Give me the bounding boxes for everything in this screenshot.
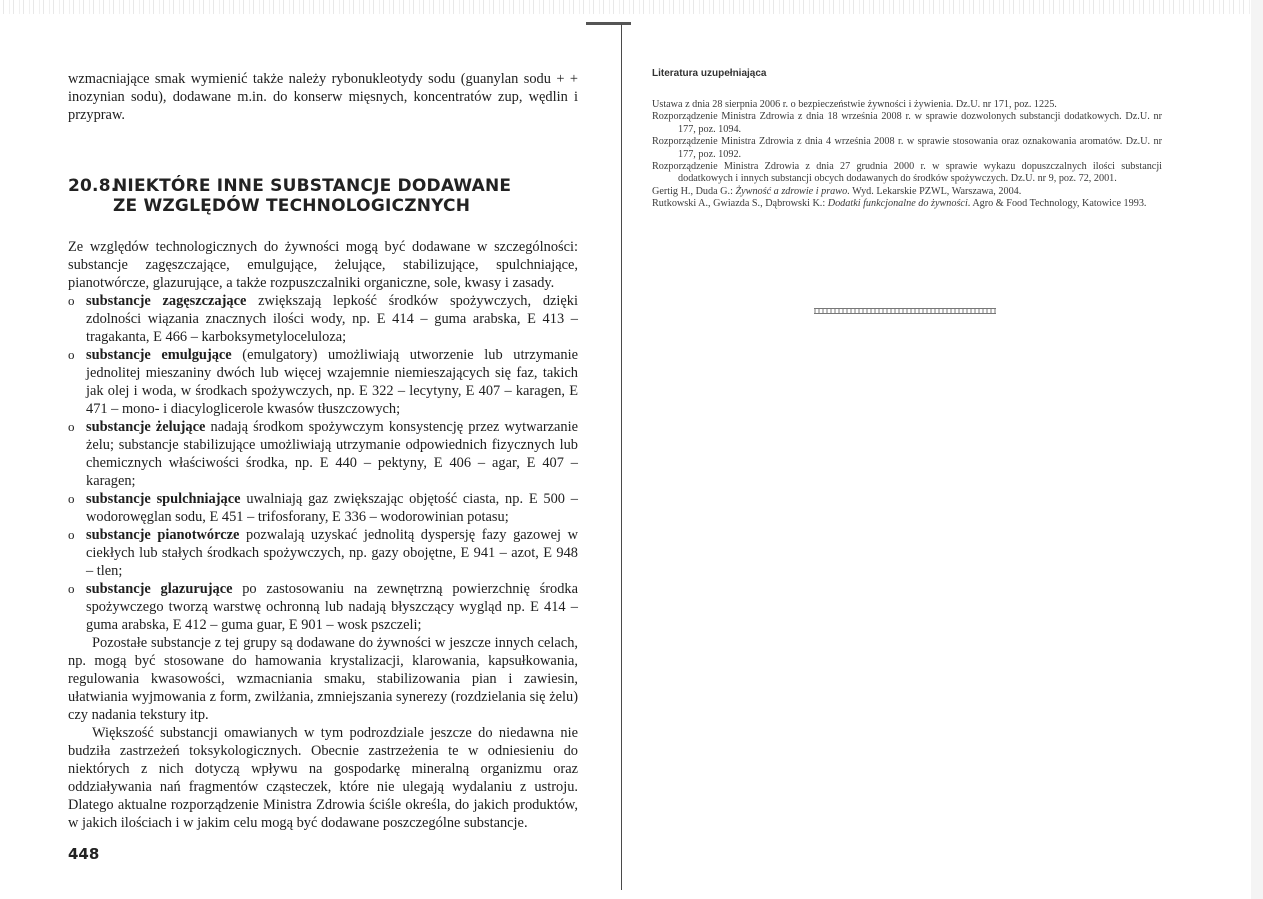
section-title-line2: ZE WZGLĘDÓW TECHNOLOGICZNYCH (113, 196, 471, 216)
bullet-icon: o (68, 491, 75, 506)
reference-text: Rutkowski A., Gwiazda S., Dąbrowski K.: (652, 198, 828, 210)
list-item (68, 292, 578, 346)
page-number: 448 (68, 845, 100, 863)
page-gutter-line (621, 24, 622, 890)
bullet-icon: o (68, 347, 75, 362)
right-page (652, 68, 1162, 211)
reference-item (652, 111, 1162, 136)
reference-text: Rozporządzenie Ministra Zdrowia z dnia 27 grudnia 2000 r. w sprawie wykazu dopuszczalnych ilości substancji dodatkowych i innych substancji obcych dodawanych do środków spożywczych. Dz.U. nr 9, poz. 72, 2001. (652, 161, 1162, 185)
list-item (68, 526, 578, 580)
bullet-icon: o (68, 581, 75, 596)
reference-item (652, 198, 1162, 210)
reference-tail: . Agro & Food Technology, Katowice 1993. (967, 198, 1147, 210)
bullet-icon: o (68, 293, 75, 308)
list-item (68, 490, 578, 526)
paragraph-toxicology: Większość substancji omawianych w tym podrozdziale jeszcze do niedawna nie budziła zastrzeżeń toksykologicznych. Obecnie zastrzeżenia te w odniesieniu do niektórych z nich dotyczą wpływu na gospodarkę mineralną organizmu oraz oddziaływania nań fragmentów cząsteczek, które nie ulegają wydalaniu z ustroju. Dlatego aktualne rozporządzenie Ministra Zdrowia ściśle określa, do jakich produktów, w jakich ilościach i w jakim celu mogą być dodawane poszczególne substancje. (68, 725, 578, 831)
section-heading (68, 176, 578, 216)
reference-text: Ustawa z dnia 28 sierpnia 2006 r. o bezpieczeństwie żywności i żywienia. Dz.U. nr 171, poz. 1225. (652, 99, 1057, 110)
lead-paragraph: Ze względów technologicznych do żywności mogą być dodawane w szczególności: substancje zagęszczające, emulgujące, żelujące, stabilizujące, spulchniające, pianotwórcze, glazurujące, a także rozpuszczalniki organiczne, sole, kwasy i zasady. (68, 239, 578, 291)
reference-title: Dodatki funkcjonalne do żywności (827, 198, 968, 210)
bullet-icon: o (68, 527, 75, 542)
list-item (68, 346, 578, 418)
list-item (68, 418, 578, 490)
literature-heading: Literatura uzupełniająca (652, 68, 767, 79)
item-text: uwalniają gaz zwiększając objętość ciasta, np. E 500 – wodorowęglan sodu, E 451 – trifosforany, E 336 – wodorowinian potasu; (86, 491, 579, 525)
list-item (68, 580, 578, 634)
scan-top-edge (0, 0, 1263, 14)
reference-item (652, 161, 1162, 186)
item-term: substancje glazurujące (86, 581, 233, 597)
item-text: nadają środkom spożywczym konsystencję przez wytwarzanie żelu; substancje stabilizujące umożliwiają utrzymanie odpowiednich fizycznych lub chemicznych właściwości środka, np. E 440 – pektyny, E 406 – agar, E 407 – karagen; (86, 419, 578, 489)
paragraph-other-uses: Pozostałe substancje z tej grupy są dodawane do żywności w jeszcze innych celach, np. mogą być stosowane do hamowania krystalizacji, klarowania, kapsułkowania, regulowania kwasowości, wzmacniania smaku, stabilizowania pian i zawiesin, ułatwiania wyjmowania z form, zwilżania, zmniejszania synerezy (rozdzielania się żelu) czy nadania tekstury itp. (68, 635, 578, 723)
bullet-icon: o (68, 419, 75, 434)
chapter-end-rule (814, 308, 996, 314)
reference-item (652, 186, 1162, 198)
scan-right-edge (1251, 0, 1263, 899)
reference-text: Gertig H., Duda G.: (652, 185, 736, 197)
item-term: substancje zagęszczające (86, 293, 247, 309)
gutter-top-mark (586, 22, 631, 25)
left-page (68, 70, 578, 832)
item-term: substancje żelujące (86, 419, 206, 435)
item-text: po zastosowaniu na zewnętrzną powierzchnię środka spożywczego tworzą warstwę ochronną lub nadają błyszczący wygląd np. E 414 – guma arabska, E 412 – guma guar, E 901 – wosk pszczeli; (86, 581, 578, 633)
reference-text: Rozporządzenie Ministra Zdrowia z dnia 4 września 2008 r. w sprawie stosowania oraz oznakowania aromatów. Dz.U. nr 177, poz. 1092. (652, 136, 1162, 160)
item-term: substancje pianotwórcze (86, 527, 240, 543)
item-term: substancje spulchniające (86, 491, 241, 507)
reference-item (652, 99, 1162, 111)
item-text: zwiększają lepkość środków spożywczych, dzięki zdolności wiązania znacznych ilości wody, np. E 414 – guma arabska, E 413 – tragakanta, E 466 – karboksymetyloceluloza; (86, 293, 578, 345)
item-term: substancje emulgujące (86, 347, 232, 363)
section-number: 20.8. (68, 176, 118, 196)
reference-tail: . Wyd. Lekarskie PZWL, Warszawa, 2004. (847, 185, 1022, 197)
reference-item (652, 136, 1162, 161)
reference-list (652, 99, 1162, 211)
section-title-line1: NIEKTÓRE INNE SUBSTANCJE DODAWANE (113, 176, 512, 196)
reference-text: Rozporządzenie Ministra Zdrowia z dnia 18 września 2008 r. w sprawie dozwolonych substancji dodatkowych. Dz.U. nr 177, poz. 1094. (652, 111, 1162, 135)
substance-list (68, 292, 578, 634)
item-text: pozwalają uzyskać jednolitą dyspersję fazy gazowej w ciekłych lub stałych środkach spożywczych, np. gazy obojętne, E 941 – azot, E 948 – tlen; (86, 527, 578, 579)
intro-paragraph: wzmacniające smak wymienić także należy rybonukleotydy sodu (guanylan sodu + + inozynian sodu), dodawane m.in. do konserw mięsnych, koncentratów zup, wędlin i przypraw. (68, 71, 578, 123)
item-text: (emulgatory) umożliwiają utworzenie lub utrzymanie jednolitej mieszaniny dwóch lub więcej wzajemnie niemieszających się faz, takich jak olej i woda, w środkach spożywczych, np. E 322 – lecytyny, E 407 – karagen, E 471 – mono- i diacyloglicerole kwasów tłuszczowych; (86, 347, 578, 417)
reference-title: Żywność a zdrowie i prawo (735, 185, 848, 197)
